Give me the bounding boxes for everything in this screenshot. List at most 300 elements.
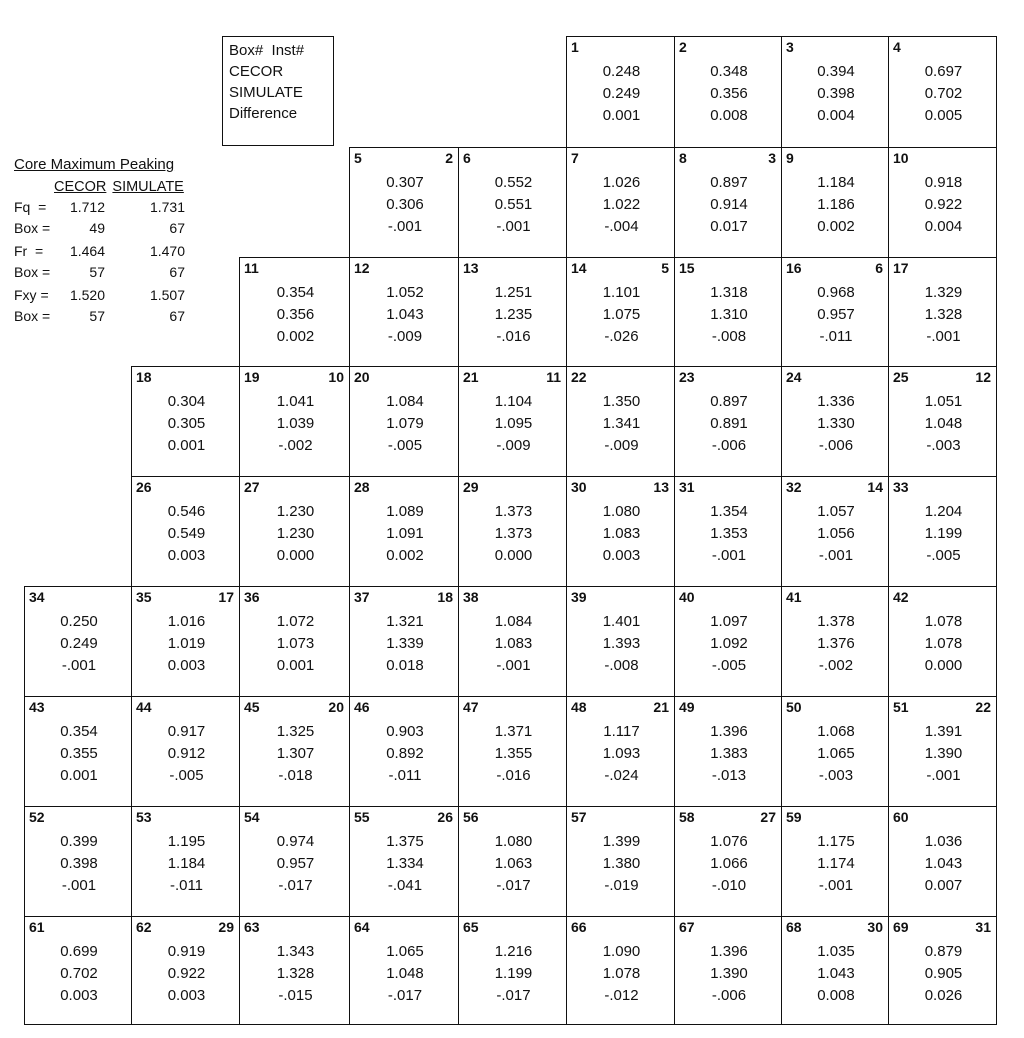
core-box [24,916,132,1025]
difference-value: -.011 [169,877,204,894]
cecor-value: 1.230 [276,503,315,520]
box-values [132,721,239,787]
core-box [131,806,240,917]
core-box [458,476,567,587]
cecor-value: 0.394 [817,63,855,80]
simulate-value: 1.039 [276,415,315,432]
box-values [675,721,781,787]
simulate-value: 0.912 [167,745,206,762]
cecor-value: 0.304 [167,393,206,410]
box-number: 38 [463,589,479,605]
instrument-number: 20 [328,699,344,715]
box-number: 25 [893,369,909,385]
box-values [889,611,996,677]
box-number: 20 [354,369,370,385]
box-values [782,721,888,787]
difference-value: 0.002 [817,218,855,235]
cecor-value: 1.399 [602,833,641,850]
box-values [782,831,888,897]
cecor-value: 0.546 [167,503,206,520]
box-values [567,831,674,897]
core-maximum-peaking [14,156,224,327]
difference-value: -.001 [711,547,747,564]
core-box [131,476,240,587]
simulate-value: 1.043 [386,306,424,323]
box-number: 50 [786,699,802,715]
simulate-value: 1.066 [710,855,748,872]
difference-value: 0.008 [817,987,855,1004]
difference-value: -.015 [278,987,313,1004]
box-values [459,172,566,238]
box-number: 57 [571,809,587,825]
legend-line-difference: Difference [229,105,298,122]
box-values [675,391,781,457]
core-box [24,806,132,917]
box-number: 47 [463,699,479,715]
difference-value: -.017 [496,877,531,894]
peaking-label: Box = [14,264,51,280]
instrument-number: 2 [445,150,453,166]
box-values [889,501,996,567]
peaking-label: Fxy = [14,287,49,303]
cecor-value: 1.084 [386,393,424,410]
box-number: 4 [893,39,901,55]
instrument-number: 12 [975,369,991,385]
instrument-number: 14 [867,479,883,495]
cecor-value: 1.396 [710,943,748,960]
difference-value: -.003 [926,437,961,454]
cecor-value: 1.016 [167,613,206,630]
difference-value: -.006 [818,437,854,454]
box-values [240,831,349,897]
core-box [674,916,782,1025]
core-box [349,806,459,917]
cecor-value: 0.879 [924,943,963,960]
difference-value: 0.001 [602,107,641,124]
simulate-value: 0.398 [60,855,98,872]
box-values [567,611,674,677]
cecor-value: 1.391 [924,723,963,740]
box-values [567,941,674,1007]
box-number: 13 [463,260,479,276]
box-number: 65 [463,919,479,935]
box-values [782,611,888,677]
box-number: 15 [679,260,695,276]
instrument-number: 27 [760,809,776,825]
cecor-value: 1.371 [494,723,533,740]
core-box [888,696,997,807]
box-number: 3 [786,39,794,55]
box-number: 62 [136,919,152,935]
cecor-value: 1.041 [276,393,315,410]
difference-value: 0.008 [710,107,748,124]
simulate-value: 0.356 [276,306,315,323]
cecor-value: 1.350 [602,393,641,410]
difference-value: -.002 [278,437,313,454]
legend-box [222,36,334,146]
simulate-value: 1.373 [494,525,533,542]
difference-value: -.006 [711,987,747,1004]
difference-value: -.019 [604,877,639,894]
box-number: 9 [786,150,794,166]
box-values [350,721,458,787]
cecor-value: 1.329 [924,284,963,301]
core-box [239,257,350,367]
difference-value: -.002 [818,657,854,674]
cecor-value: 0.399 [60,833,98,850]
instrument-number: 21 [653,699,669,715]
cecor-value: 1.318 [710,284,748,301]
simulate-value: 1.310 [710,306,748,323]
core-box [888,476,997,587]
core-box [781,147,889,258]
simulate-value: 1.186 [817,196,855,213]
peaking-label: Fq = [14,199,47,215]
core-box [781,476,889,587]
peaking-label: Box = [14,220,51,236]
difference-value: 0.000 [276,547,315,564]
box-values [567,61,674,127]
box-number: 42 [893,589,909,605]
simulate-value: 1.341 [602,415,641,432]
difference-value: -.001 [61,877,97,894]
box-values [675,282,781,348]
simulate-value: 1.063 [494,855,533,872]
legend-line-box-inst: Box# Inst# [229,42,305,59]
cecor-value: 1.080 [494,833,533,850]
core-box [781,696,889,807]
simulate-value: 1.383 [710,745,748,762]
core-box [239,476,350,587]
core-box [566,806,675,917]
simulate-value: 0.249 [602,85,641,102]
cecor-value: 1.084 [494,613,533,630]
instrument-number: 13 [653,479,669,495]
difference-value: -.024 [604,767,639,784]
cecor-value: 1.068 [817,723,855,740]
core-box [888,366,997,477]
peaking-simulate: 67 [169,220,185,236]
core-box [674,366,782,477]
cecor-value: 0.552 [494,174,533,191]
box-number: 46 [354,699,370,715]
box-number: 45 [244,699,260,715]
difference-value: -.010 [711,877,747,894]
simulate-value: 1.019 [167,635,206,652]
core-box [458,366,567,477]
box-values [889,172,996,238]
box-values [459,831,566,897]
difference-value: -.018 [278,767,313,784]
box-values [350,611,458,677]
simulate-value: 1.380 [602,855,641,872]
peaking-col-simulate: SIMULATE [112,179,184,195]
box-number: 48 [571,699,587,715]
core-box [349,366,459,477]
cecor-value: 1.051 [924,393,963,410]
box-values [132,391,239,457]
peaking-table [14,197,185,327]
box-number: 17 [893,260,909,276]
instrument-number: 26 [437,809,453,825]
core-box [888,806,997,917]
cecor-value: 1.078 [924,613,963,630]
box-values [889,282,996,348]
cecor-value: 0.968 [817,284,855,301]
box-number: 52 [29,809,45,825]
box-number: 33 [893,479,909,495]
core-box [239,916,350,1025]
box-number: 5 [354,150,362,166]
simulate-value: 0.891 [710,415,748,432]
cecor-value: 0.348 [710,63,748,80]
box-values [459,282,566,348]
cecor-value: 1.184 [817,174,855,191]
box-number: 68 [786,919,802,935]
box-number: 1 [571,39,579,55]
box-values [240,611,349,677]
cecor-value: 1.097 [710,613,748,630]
cecor-value: 1.036 [924,833,963,850]
box-values [132,831,239,897]
simulate-value: 1.073 [276,635,315,652]
simulate-value: 0.398 [817,85,855,102]
peaking-cecor: 1.464 [69,243,105,259]
cecor-value: 1.216 [494,943,533,960]
difference-value: -.001 [818,877,854,894]
core-box [888,36,997,148]
core-box [674,36,782,148]
simulate-value: 1.056 [817,525,855,542]
box-number: 37 [354,589,370,605]
box-values [675,831,781,897]
core-box [674,806,782,917]
cecor-value: 1.373 [494,503,533,520]
instrument-number: 6 [875,260,883,276]
box-values [240,941,349,1007]
simulate-value: 0.914 [710,196,748,213]
box-number: 58 [679,809,695,825]
simulate-value: 0.549 [167,525,206,542]
simulate-value: 1.079 [386,415,424,432]
box-number: 8 [679,150,687,166]
cecor-value: 1.325 [276,723,315,740]
simulate-value: 1.355 [494,745,533,762]
cecor-value: 1.089 [386,503,424,520]
box-values [782,391,888,457]
box-values [459,391,566,457]
box-values [675,611,781,677]
cecor-value: 0.699 [60,943,98,960]
cecor-value: 1.343 [276,943,315,960]
instrument-number: 11 [546,369,561,385]
simulate-value: 0.305 [167,415,206,432]
box-number: 31 [679,479,695,495]
cecor-value: 0.897 [710,393,748,410]
core-box [566,586,675,697]
peaking-row [14,306,185,327]
box-values [240,721,349,787]
box-number: 41 [786,589,802,605]
simulate-value: 1.095 [494,415,533,432]
box-number: 56 [463,809,479,825]
peaking-row [14,218,185,239]
simulate-value: 0.957 [276,855,315,872]
box-values [567,721,674,787]
difference-value: -.001 [496,218,531,235]
simulate-value: 0.306 [386,196,424,213]
simulate-value: 1.376 [817,635,855,652]
instrument-number: 3 [768,150,776,166]
box-values [782,61,888,127]
cecor-value: 0.697 [924,63,963,80]
peaking-col-cecor: CECOR [54,179,107,195]
core-box [458,586,567,697]
box-number: 54 [244,809,260,825]
legend-line-simulate: SIMULATE [229,84,303,101]
box-number: 14 [571,260,587,276]
instrument-number: 17 [218,589,234,605]
peaking-simulate: 67 [169,264,185,280]
difference-value: -.011 [388,767,422,784]
simulate-value: 1.230 [276,525,315,542]
difference-value: -.013 [711,767,747,784]
cecor-value: 0.917 [167,723,206,740]
box-number: 22 [571,369,587,385]
box-number: 67 [679,919,695,935]
box-values [25,721,131,787]
cecor-value: 1.195 [167,833,206,850]
instrument-number: 5 [661,260,669,276]
box-values [567,172,674,238]
cecor-value: 1.336 [817,393,855,410]
difference-value: -.011 [819,328,853,345]
difference-value: -.017 [387,987,423,1004]
box-values [240,391,349,457]
peaking-simulate: 67 [169,308,185,324]
box-number: 12 [354,260,370,276]
simulate-value: 0.702 [60,965,98,982]
cecor-value: 1.354 [710,503,748,520]
difference-value: -.009 [496,437,531,454]
peaking-cecor: 57 [89,308,105,324]
box-number: 61 [29,919,45,935]
box-values [782,282,888,348]
difference-value: -.026 [604,328,639,345]
cecor-value: 0.250 [60,613,98,630]
core-box [458,916,567,1025]
core-box [888,586,997,697]
cecor-value: 1.101 [602,284,641,301]
box-values [459,611,566,677]
box-number: 69 [893,919,909,935]
core-box [566,476,675,587]
difference-value: 0.003 [167,547,206,564]
difference-value: -.016 [496,328,531,345]
peaking-simulate: 1.507 [149,287,185,303]
simulate-value: 1.334 [386,855,424,872]
difference-value: 0.003 [60,987,98,1004]
simulate-value: 0.702 [924,85,963,102]
box-values [132,611,239,677]
box-values [350,282,458,348]
simulate-value: 1.330 [817,415,855,432]
box-number: 66 [571,919,587,935]
core-box [131,696,240,807]
difference-value: -.001 [818,547,854,564]
difference-value: 0.003 [602,547,641,564]
simulate-value: 1.078 [602,965,641,982]
cecor-value: 0.918 [924,174,963,191]
cecor-value: 1.052 [386,284,424,301]
difference-value: 0.002 [276,328,315,345]
simulate-value: 0.892 [386,745,424,762]
simulate-value: 1.092 [710,635,748,652]
cecor-value: 1.065 [386,943,424,960]
peaking-row [14,283,185,306]
core-box [131,916,240,1025]
difference-value: 0.002 [386,547,424,564]
core-box [781,36,889,148]
core-box [888,916,997,1025]
box-number: 32 [786,479,802,495]
peaking-cecor: 57 [89,264,105,280]
box-number: 16 [786,260,802,276]
box-number: 24 [786,369,802,385]
simulate-value: 1.390 [924,745,963,762]
cecor-value: 0.307 [386,174,424,191]
difference-value: -.009 [387,328,423,345]
box-values [240,282,349,348]
difference-value: -.008 [604,657,639,674]
difference-value: -.016 [496,767,531,784]
box-number: 19 [244,369,260,385]
simulate-value: 1.199 [924,525,963,542]
box-number: 64 [354,919,370,935]
difference-value: 0.003 [167,987,206,1004]
peaking-simulate: 1.470 [149,243,185,259]
core-box [239,806,350,917]
box-number: 40 [679,589,695,605]
box-number: 34 [29,589,45,605]
cecor-value: 1.035 [817,943,855,960]
simulate-value: 1.043 [817,965,855,982]
core-box [349,916,459,1025]
cecor-value: 1.251 [494,284,533,301]
box-number: 43 [29,699,45,715]
difference-value: -.017 [278,877,313,894]
difference-value: -.001 [387,218,423,235]
simulate-value: 0.905 [924,965,963,982]
box-values [459,721,566,787]
box-values [675,941,781,1007]
difference-value: -.012 [604,987,639,1004]
box-number: 18 [136,369,152,385]
box-values [782,172,888,238]
box-values [889,391,996,457]
core-box [781,916,889,1025]
box-number: 59 [786,809,802,825]
cecor-value: 1.080 [602,503,641,520]
cecor-value: 1.026 [602,174,641,191]
cecor-value: 1.401 [602,613,641,630]
core-box [566,366,675,477]
core-box [131,366,240,477]
box-values [25,941,131,1007]
box-number: 27 [244,479,260,495]
box-values [567,391,674,457]
simulate-value: 1.043 [924,855,963,872]
